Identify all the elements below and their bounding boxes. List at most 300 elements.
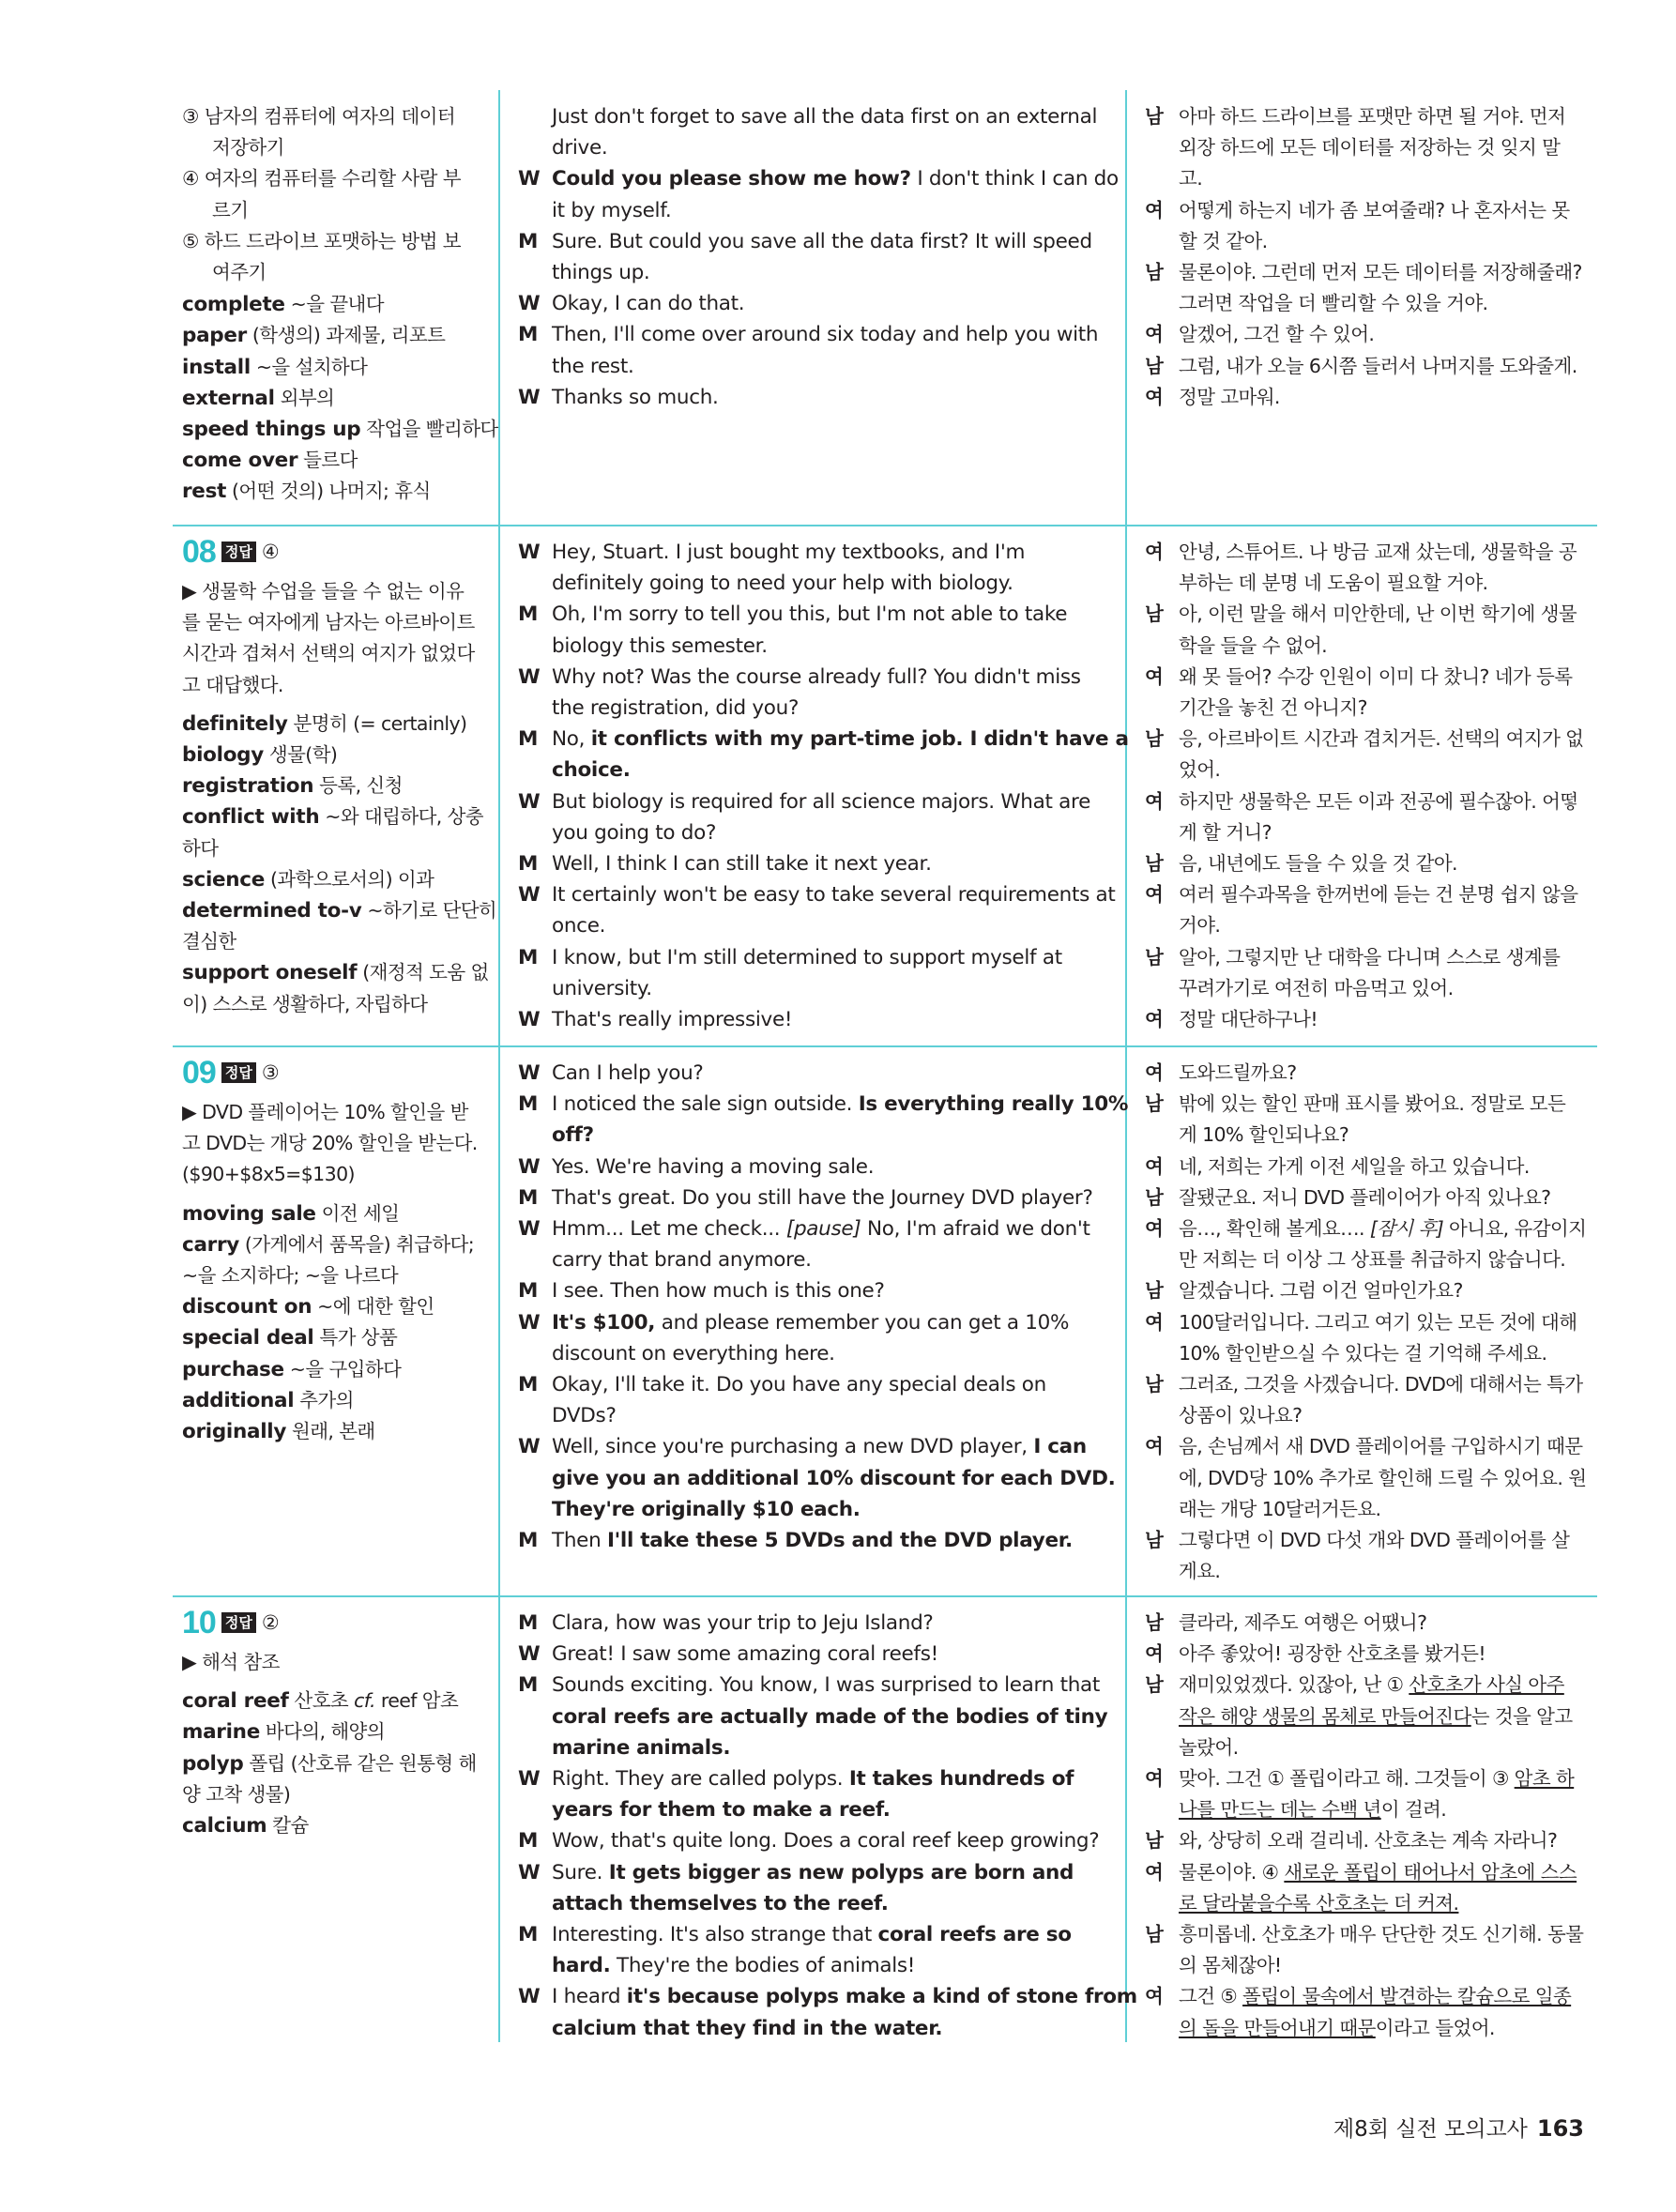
- vocab-word: carry: [182, 1232, 239, 1257]
- vocab-meaning: (재정적 도움 없: [357, 961, 489, 984]
- dialogue-text: Okay, I can do that.: [552, 292, 745, 316]
- vocab-item: [182, 476, 492, 507]
- speaker-label: W: [518, 541, 541, 564]
- speaker-label: M: [518, 727, 539, 752]
- speaker-label: 여: [1145, 1061, 1164, 1084]
- speaker-label: W: [518, 292, 541, 316]
- dialogue-text: attach themselves to the reef.: [552, 1891, 889, 1915]
- dialogue-line: [518, 1525, 1119, 1556]
- speaker-label: M: [518, 1279, 539, 1304]
- dialogue-line: [518, 1794, 1119, 1825]
- test-title: 제8회 실전 모의고사: [1333, 2117, 1528, 2142]
- dialogue-text: They're originally $10 each.: [552, 1497, 861, 1521]
- question-header: [182, 1600, 492, 1645]
- dialogue-text: 왜 못 들어? 수강 인원이 이미 다 찼니? 네가 등록: [1179, 664, 1573, 688]
- dialogue-text: 기간을 놓친 건 아니지?: [1179, 696, 1367, 720]
- dialogue-text: 게요.: [1179, 1560, 1221, 1583]
- vocab-word: conflict with: [182, 805, 320, 830]
- dialogue-text: 물론이야. 그런데 먼저 모든 데이터를 저장해줄래?: [1179, 261, 1582, 284]
- dialogue-text: Then: [552, 1529, 607, 1553]
- dialogue-text: Just don't forget to save all the data first on an external: [552, 105, 1098, 129]
- dialogue-line: [1145, 1763, 1586, 1794]
- dialogue-text: discount on everything here.: [552, 1341, 835, 1365]
- speaker-label: W: [518, 1217, 541, 1242]
- dialogue-text: 외장 하드에 모든 데이터를 저장하는 것 잊지 말: [1179, 136, 1561, 160]
- dialogue-text: I heard: [552, 1985, 627, 2009]
- dialogue-line: [518, 1919, 1119, 1950]
- dialogue-line: [518, 1888, 1119, 1919]
- dialogue-line: [518, 257, 1119, 288]
- dialogue-line: [518, 1182, 1119, 1213]
- vocab-word: determined to-v: [182, 899, 362, 923]
- dialogue-text: [잠시 후]: [1369, 1217, 1444, 1241]
- vocab-meaning: 이) 스스로 생활하다, 자립하다: [182, 992, 428, 1015]
- question-number: 09: [182, 1054, 216, 1091]
- dialogue-line: [518, 1058, 1119, 1089]
- dialogue-text: 거야.: [1179, 914, 1221, 938]
- dialogue-text: I can: [1033, 1435, 1087, 1459]
- dialogue-text: coral reefs are so: [877, 1923, 1072, 1947]
- dialogue-line: [1145, 1089, 1586, 1120]
- dialogue-line: [1145, 382, 1586, 413]
- dialogue-line: [518, 662, 1119, 693]
- vocab-meaning: 생물(학): [263, 743, 338, 767]
- speaker-label: 남: [1145, 1529, 1164, 1552]
- speaker-label: W: [518, 1154, 541, 1179]
- vocab-meaning: 외부의: [274, 386, 335, 409]
- dialogue-line: [1145, 1556, 1586, 1587]
- dialogue-text: coral reefs are actually made of the bodies of tiny: [552, 1704, 1108, 1729]
- speaker-label: 여: [1145, 1310, 1164, 1334]
- question-number: 08: [182, 533, 216, 570]
- dialogue-text: Yes. We're having a moving sale.: [552, 1154, 875, 1179]
- dialogue-line: [518, 568, 1119, 599]
- dialogue-text: But biology is required for all science majors. What are: [552, 789, 1091, 814]
- vocab-word: coral reef: [182, 1689, 289, 1714]
- dialogue-text: Sure.: [552, 1860, 609, 1884]
- answer-badge: 정답: [221, 542, 256, 562]
- dialogue-line: [518, 1463, 1119, 1494]
- vocab-word: originally: [182, 1420, 287, 1444]
- question-number: 10: [182, 1604, 216, 1640]
- dialogue-text: you going to do?: [552, 820, 717, 845]
- dialogue-line: [1145, 1431, 1586, 1462]
- speaker-label: M: [518, 1092, 539, 1117]
- dialogue-text: 작은 해양 생물의 몸체로 만들어진다: [1179, 1704, 1471, 1728]
- answer-notes: [182, 533, 497, 1020]
- dialogue-line: [518, 1981, 1137, 2012]
- dialogue-line: [518, 132, 1119, 163]
- vocab-item: [182, 1260, 492, 1291]
- dialogue-line: [1145, 973, 1586, 1004]
- dialogue-line: [1145, 879, 1586, 910]
- speaker-label: M: [518, 1373, 539, 1397]
- dialogue-text: [pause]: [785, 1217, 861, 1242]
- speaker-label: W: [518, 1061, 541, 1085]
- vocab-word: polyp: [182, 1751, 244, 1776]
- dialogue-text: 만 저희는 더 이상 그 상표를 취급하지 않습니다.: [1179, 1248, 1566, 1272]
- dialogue-text: 아주 좋았어! 굉장한 산호초를 봤거든!: [1179, 1642, 1486, 1666]
- dialogue-line: [518, 1670, 1119, 1701]
- dialogue-line: [518, 1857, 1119, 1888]
- vocab-meaning: ~을 구입하다: [283, 1357, 402, 1381]
- speaker-label: 여: [1145, 1435, 1164, 1458]
- vocab-item: [182, 801, 492, 832]
- english-script: [518, 1058, 1129, 1556]
- vocab-meaning: 추가의: [294, 1388, 354, 1411]
- dialogue-line: [518, 163, 1119, 194]
- speaker-label: 남: [1145, 1611, 1164, 1634]
- dialogue-text: Clara, how was your trip to Jeju Island?: [552, 1611, 934, 1635]
- vocab-item: [182, 1416, 492, 1447]
- vocab-meaning: ~에 대한 할인: [312, 1295, 434, 1319]
- dialogue-text: That's really impressive!: [552, 1008, 793, 1032]
- dialogue-text: 아, 이런 말을 해서 미안한데, 난 이번 학기에 생물: [1179, 603, 1577, 626]
- vocab-item: [182, 1716, 492, 1747]
- dialogue-line: [518, 1732, 1119, 1763]
- speaker-label: W: [518, 1435, 541, 1459]
- korean-translation: [1145, 101, 1586, 413]
- speaker-label: 여: [1145, 1985, 1164, 2008]
- vocab-word: rest: [182, 480, 227, 504]
- korean-translation: [1145, 1058, 1586, 1587]
- dialogue-text: 로 달라붙을수록 산호초는 더 커져.: [1179, 1891, 1459, 1915]
- dialogue-line: [1145, 537, 1586, 568]
- dialogue-text: 의 돌을 만들어내기 때문: [1179, 2016, 1376, 2039]
- dialogue-line: [1145, 1120, 1586, 1151]
- text-line: ⑤ 하드 드라이브 포맷하는 방법 보: [182, 229, 461, 252]
- dialogue-line: [518, 631, 1119, 662]
- vocab-meaning: 분명히 (= certainly): [287, 711, 467, 735]
- vocab-meaning: 양 고착 생물): [182, 1782, 291, 1806]
- speaker-label: 여: [1145, 883, 1164, 907]
- text-line: 시간과 겹쳐서 선택의 여지가 없었다: [182, 642, 475, 665]
- dialogue-text: 고.: [1179, 167, 1203, 191]
- dialogue-text: 암초 하: [1514, 1767, 1575, 1791]
- dialogue-text: 게 할 거니?: [1179, 820, 1272, 844]
- vocab-item: [182, 445, 492, 476]
- vocab-item: [182, 1291, 492, 1322]
- dialogue-line: [518, 351, 1119, 382]
- dialogue-text: 에, DVD당 10% 추가로 할인해 드릴 수 있어요. 원: [1179, 1466, 1587, 1489]
- column-divider-right: [1125, 90, 1127, 2042]
- dialogue-text: 학을 들을 수 없어.: [1179, 633, 1328, 657]
- dialogue-text: 여러 필수과목을 한꺼번에 듣는 건 분명 쉽지 않을: [1179, 883, 1578, 907]
- dialogue-text: 래는 개당 10달러거든요.: [1179, 1497, 1381, 1520]
- dialogue-line: [1145, 288, 1586, 319]
- dialogue-text: carry that brand anymore.: [552, 1248, 812, 1273]
- vocab-meaning: (가게에서 품목을) 취급하다;: [238, 1232, 475, 1256]
- dialogue-line: [1145, 1888, 1586, 1919]
- speaker-label: M: [518, 1529, 539, 1553]
- dialogue-text: choice.: [552, 758, 631, 783]
- dialogue-text: 알겠어, 그건 할 수 있어.: [1179, 323, 1375, 346]
- speaker-label: M: [518, 1611, 539, 1635]
- dialogue-text: Interesting. It's also strange that: [552, 1923, 878, 1947]
- explanation: [182, 576, 492, 701]
- speaker-label: 여: [1145, 1154, 1164, 1178]
- text-line: ④ 여자의 컴퓨터를 수리할 사람 부: [182, 167, 461, 191]
- dialogue-line: [518, 817, 1119, 848]
- page-footer: [1333, 2112, 1584, 2143]
- dialogue-line: [518, 319, 1119, 350]
- dialogue-text: 아니요, 유감이지: [1443, 1217, 1587, 1241]
- answer-badge: 정답: [221, 1062, 256, 1083]
- dialogue-text: the rest.: [552, 354, 634, 378]
- dialogue-text: Well, since you're purchasing a new DVD player,: [552, 1435, 1034, 1459]
- vocab-meaning: (어떤 것의) 나머지; 휴식: [226, 480, 431, 503]
- english-script: [518, 101, 1119, 413]
- dialogue-text: Wow, that's quite long. Does a coral reef keep growing?: [552, 1829, 1100, 1854]
- dialogue-line: [518, 1763, 1119, 1794]
- dialogue-text: Sure. But could you save all the data first? It will speed: [552, 229, 1092, 253]
- dialogue-line: [1145, 1307, 1586, 1338]
- text-line: 여주기: [212, 261, 267, 284]
- dialogue-text: It takes hundreds of: [848, 1767, 1074, 1792]
- dialogue-text: things up.: [552, 261, 650, 285]
- dialogue-text: 부하는 데 분명 네 도움이 필요할 거야.: [1179, 572, 1488, 595]
- vocab-item: [182, 864, 492, 895]
- question-header: [182, 1050, 492, 1095]
- section-divider: [173, 525, 1597, 526]
- vocab-meaning: 작업을 빨리하다: [360, 418, 498, 441]
- dialogue-text: Okay, I'll take it. Do you have any special deals on: [552, 1373, 1046, 1397]
- dialogue-text: definitely going to need your help with biology.: [552, 572, 1013, 596]
- vocab-item: [182, 352, 492, 383]
- speaker-label: M: [518, 1829, 539, 1854]
- speaker-label: 여: [1145, 385, 1164, 408]
- vocab-item: [182, 1354, 492, 1385]
- vocab-item: [182, 1322, 492, 1353]
- speaker-label: 여: [1145, 198, 1164, 221]
- vocab-meaning: ~을 설치하다: [250, 355, 368, 378]
- speaker-label: W: [518, 1985, 541, 2009]
- dialogue-line: [1145, 319, 1586, 350]
- vocab-word: biology: [182, 743, 264, 768]
- dialogue-text: 할 것 같아.: [1179, 229, 1268, 252]
- dialogue-text: 물론이야. ④: [1179, 1860, 1285, 1884]
- dialogue-line: [1145, 1670, 1586, 1701]
- speaker-label: 여: [1145, 1217, 1164, 1241]
- speaker-label: 여: [1145, 1642, 1164, 1666]
- dialogue-text: Why not? Was the course already full? You didn't miss: [552, 664, 1081, 689]
- speaker-label: 남: [1145, 603, 1164, 626]
- dialogue-line: [1145, 1244, 1586, 1275]
- dialogue-text: Well, I think I can still take it next year.: [552, 852, 932, 877]
- section-divider: [173, 1595, 1597, 1597]
- dialogue-text: That's great. Do you still have the Journey DVD player?: [552, 1185, 1093, 1210]
- dialogue-text: off?: [552, 1123, 594, 1148]
- vocab-word: registration: [182, 774, 314, 799]
- speaker-label: 남: [1145, 1829, 1164, 1853]
- speaker-label: 여: [1145, 1767, 1164, 1791]
- dialogue-text: It certainly won't be easy to take several requirements at: [552, 883, 1116, 908]
- vocab-meaning: 산호초: [288, 1689, 355, 1713]
- vocab-item: [182, 320, 492, 351]
- speaker-label: W: [518, 1860, 541, 1884]
- question-header: [182, 529, 492, 574]
- vocab-word: special deal: [182, 1326, 314, 1350]
- dialogue-line: [518, 693, 1119, 724]
- dialogue-text: No,: [552, 727, 591, 752]
- dialogue-line: [1145, 1152, 1586, 1182]
- dialogue-line: [518, 1825, 1119, 1856]
- vocab-meaning: 하다: [182, 836, 219, 860]
- dialogue-line: [518, 1338, 1119, 1369]
- dialogue-text: Great! I saw some amazing coral reefs!: [552, 1642, 938, 1667]
- dialogue-text: Then, I'll come over around six today and help you with: [552, 323, 1099, 347]
- dialogue-text: 놀랐어.: [1179, 1735, 1239, 1759]
- vocab-item: [182, 383, 492, 414]
- dialogue-line: [518, 942, 1119, 973]
- dialogue-text: Thanks so much.: [552, 385, 719, 409]
- dialogue-text: 게 10% 할인되나요?: [1179, 1123, 1349, 1147]
- vocab-word: support oneself: [182, 961, 358, 985]
- answer-choice: ②: [261, 1611, 280, 1634]
- dialogue-text: 정말 고마워.: [1179, 385, 1280, 408]
- dialogue-line: [518, 288, 1119, 319]
- dialogue-text: 그러면 작업을 더 빨리할 수 있을 거야.: [1179, 292, 1488, 315]
- vocab-item: [182, 895, 497, 926]
- dialogue-line: [518, 537, 1119, 568]
- dialogue-line: [1145, 2013, 1586, 2044]
- dialogue-text: I know, but I'm still determined to support myself at: [552, 945, 1062, 969]
- speaker-label: W: [518, 167, 541, 191]
- vocab-word: purchase: [182, 1357, 284, 1381]
- dialogue-line: [1145, 1182, 1586, 1213]
- speaker-label: 여: [1145, 1860, 1164, 1884]
- dialogue-line: [518, 973, 1119, 1004]
- answer-notes: [182, 1054, 492, 1447]
- explanation: [182, 1647, 492, 1678]
- vocab-list: [182, 709, 497, 1020]
- dialogue-text: hard.: [552, 1954, 611, 1978]
- dialogue-text: 는 것을 알고: [1470, 1704, 1573, 1728]
- text-line: 저장하기: [212, 136, 284, 160]
- dialogue-line: [518, 848, 1119, 879]
- speaker-label: 여: [1145, 789, 1164, 813]
- vocab-note: reef 암초: [374, 1689, 459, 1713]
- dialogue-text: 흥미롭네. 산호초가 매우 단단한 것도 신기해. 동물: [1179, 1923, 1584, 1946]
- dialogue-text: 하지만 생물학은 모든 이과 전공에 필수잖아. 어떻: [1179, 789, 1578, 813]
- dialogue-line: [1145, 1701, 1586, 1732]
- vocab-meaning: 폴립 (산호류 같은 원통형 해: [243, 1751, 477, 1775]
- dialogue-line: [1145, 662, 1586, 693]
- dialogue-line: [518, 910, 1119, 941]
- explanation: [182, 1097, 492, 1191]
- dialogue-text: I noticed the sale sign outside.: [552, 1092, 859, 1117]
- dialogue-line: [1145, 631, 1586, 662]
- dialogue-line: [518, 1120, 1119, 1151]
- answer-notes: [182, 101, 498, 508]
- speaker-label: M: [518, 852, 539, 877]
- dialogue-text: 음, 내년에도 들을 수 있을 것 같아.: [1179, 852, 1457, 876]
- speaker-label: W: [518, 1642, 541, 1667]
- dialogue-text: 그러죠, 그것을 사겠습니다. DVD에 대해서는 특가: [1179, 1373, 1583, 1396]
- vocab-item: [182, 289, 492, 320]
- speaker-label: W: [518, 789, 541, 814]
- vocab-item: [182, 1686, 492, 1716]
- dialogue-text: years for them to make a reef.: [552, 1798, 891, 1823]
- dialogue-line: [1145, 1369, 1586, 1400]
- vocab-item: [182, 989, 492, 1020]
- korean-translation: [1145, 537, 1586, 1035]
- dialogue-line: [518, 724, 1129, 755]
- dialogue-text: 정말 대단하구나!: [1179, 1008, 1318, 1031]
- choice-list: [182, 101, 492, 288]
- dialogue-line: [518, 1639, 1119, 1670]
- speaker-label: W: [518, 883, 541, 908]
- dialogue-line: [518, 879, 1119, 910]
- dialogue-text: calcium that they find in the water.: [552, 2016, 943, 2040]
- dialogue-text: 그럼, 내가 오늘 6시쯤 들러서 나머지를 도와줄게.: [1179, 354, 1577, 377]
- dialogue-text: I'll take these 5 DVDs and the DVD player.: [606, 1529, 1073, 1553]
- speaker-label: M: [518, 229, 539, 253]
- dialogue-line: [518, 1275, 1119, 1306]
- dialogue-text: 음, 손님께서 새 DVD 플레이어를 구입하시기 때문: [1179, 1435, 1583, 1458]
- dialogue-line: [1145, 1463, 1586, 1494]
- vocab-meaning: 특가 상품: [313, 1326, 398, 1350]
- vocab-item: [182, 1810, 492, 1841]
- dialogue-line: [1145, 1338, 1586, 1369]
- dialogue-line: [518, 786, 1119, 817]
- dialogue-text: 100달러입니다. 그리고 여기 있는 모든 것에 대해: [1179, 1310, 1577, 1334]
- text-line: 고 대답했다.: [182, 673, 283, 696]
- dialogue-line: [518, 2013, 1119, 2044]
- dialogue-text: it conflicts with my part-time job. I didn't have a: [590, 727, 1129, 752]
- dialogue-text: biology this semester.: [552, 633, 768, 658]
- dialogue-text: 그건 ⑤: [1179, 1985, 1243, 2008]
- vocab-meaning: ~와 대립하다, 상충: [319, 805, 484, 829]
- vocab-item: [182, 926, 492, 957]
- vocab-list: [182, 1686, 492, 1841]
- dialogue-line: [1145, 1275, 1586, 1306]
- dialogue-text: 와, 상당히 오래 걸리네. 산호초는 계속 자라니?: [1179, 1829, 1558, 1853]
- dialogue-text: it by myself.: [552, 198, 672, 222]
- speaker-label: 남: [1145, 1373, 1164, 1396]
- dialogue-text: I don't think I can do: [910, 167, 1119, 191]
- dialogue-line: [1145, 848, 1586, 879]
- dialogue-text: 알겠습니다. 그럼 이건 얼마인가요?: [1179, 1279, 1463, 1303]
- dialogue-line: [518, 195, 1119, 226]
- answer-badge: 정답: [221, 1612, 256, 1633]
- text-line: 를 묻는 여자에게 남자는 아르바이트: [182, 611, 475, 634]
- dialogue-line: [1145, 1608, 1586, 1639]
- dialogue-line: [518, 1307, 1119, 1338]
- dialogue-text: It gets bigger as new polyps are born and: [608, 1860, 1074, 1884]
- dialogue-line: [1145, 1950, 1586, 1981]
- dialogue-line: [518, 101, 1119, 132]
- vocab-item: [182, 414, 498, 445]
- dialogue-line: [518, 755, 1119, 786]
- dialogue-line: [1145, 1525, 1586, 1556]
- dialogue-line: [518, 1431, 1119, 1462]
- vocab-item: [182, 1779, 492, 1810]
- dialogue-text: 었어.: [1179, 758, 1221, 782]
- dialogue-line: [518, 382, 1119, 413]
- vocab-meaning: 원래, 본래: [286, 1420, 375, 1443]
- dialogue-text: Sounds exciting. You know, I was surprised to learn that: [552, 1673, 1101, 1698]
- dialogue-text: Is everything really 10%: [858, 1092, 1129, 1117]
- dialogue-line: [518, 1608, 1119, 1639]
- dialogue-text: drive.: [552, 136, 608, 160]
- vocab-meaning: 등록, 신청: [313, 774, 403, 798]
- dialogue-line: [518, 1369, 1119, 1400]
- vocab-word: complete: [182, 293, 285, 317]
- dialogue-text: 네, 저희는 가게 이전 세일을 하고 있습니다.: [1179, 1154, 1530, 1178]
- dialogue-text: 이라고 들었어.: [1375, 2016, 1495, 2039]
- speaker-label: 남: [1145, 1923, 1164, 1946]
